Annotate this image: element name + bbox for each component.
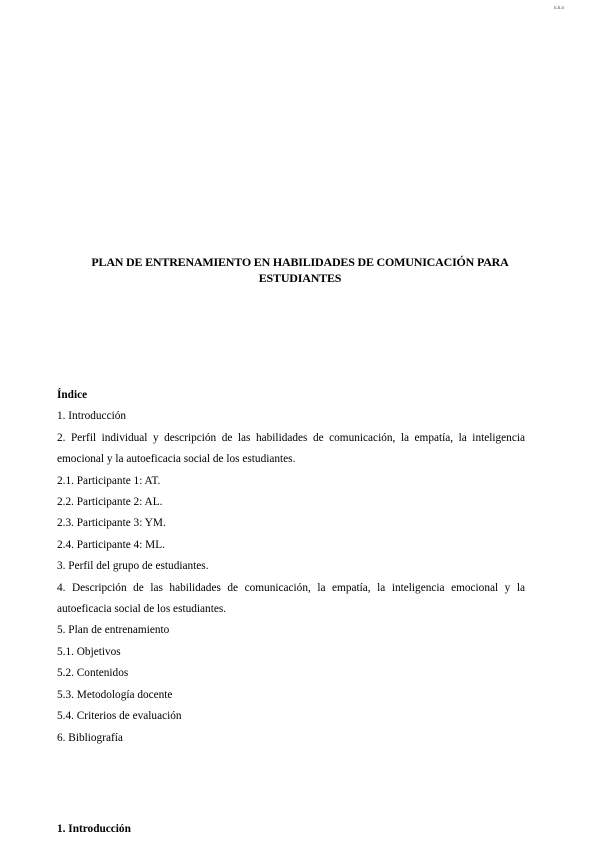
toc-item-2-1: 2.1. Participante 1: AT. (57, 474, 161, 487)
section-heading-introduction: 1. Introducción (57, 823, 131, 835)
table-of-contents (57, 385, 525, 749)
toc-item-5-4: 5.4. Criterios de evaluación (57, 710, 182, 723)
toc-heading: Índice (57, 389, 88, 401)
toc-item-2-3: 2.3. Participante 3: YM. (57, 517, 166, 530)
toc-item-2-4: 2.4. Participante 4: ML. (57, 538, 165, 551)
toc-item-6: 6. Bibliografía (57, 731, 123, 744)
toc-item-2-2: 2.2. Participante 2: AL. (57, 496, 163, 509)
toc-item-4: 4. Descripción de las habilidades de comunicación, la empatía, la inteligencia emocional y la autoeficacia social de los estudiantes. (57, 581, 525, 616)
toc-item-2: 2. Perfil individual y descripción de las habilidades de comunicación, la empatía, la inteligencia emocional y la autoeficacia social de los estudiantes. (57, 431, 525, 466)
document-title: PLAN DE ENTRENAMIENTO EN HABILIDADES DE COMUNICACIÓN PARA ESTUDIANTES (91, 255, 509, 285)
toc-item-5-2: 5.2. Contenidos (57, 667, 129, 680)
toc-item-1: 1. Introducción (57, 410, 127, 423)
page-marker: n.h.n (554, 6, 564, 11)
toc-item-3: 3. Perfil del grupo de estudiantes. (57, 560, 209, 573)
toc-item-5-1: 5.1. Objetivos (57, 645, 121, 658)
toc-item-5: 5. Plan de entrenamiento (57, 624, 170, 637)
toc-item-5-3: 5.3. Metodología docente (57, 688, 173, 701)
